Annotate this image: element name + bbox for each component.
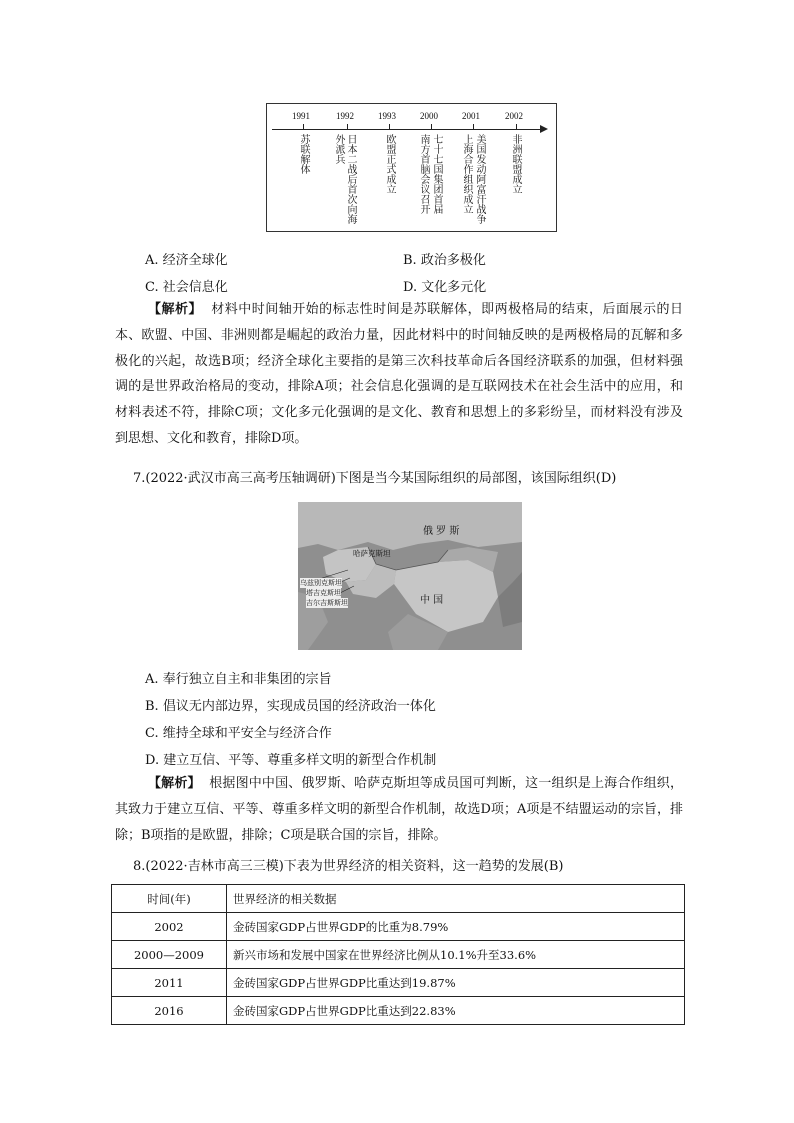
timeline-year: 1991 [292, 111, 310, 121]
map-label-china: 中 国 [420, 595, 444, 606]
economy-data-table [111, 884, 685, 1025]
map-label-tajikistan: 塔吉克斯坦 [306, 589, 341, 597]
q7-option-b: B. 倡议无内部边界，实现成员国的经济政治一体化 [145, 699, 436, 714]
table-row [112, 969, 685, 997]
map-label-russia: 俄 罗 斯 [423, 526, 460, 537]
timeline-year: 1993 [378, 111, 396, 121]
q7-option-d: D. 建立互信、平等、尊重多样文明的新型合作机制 [145, 753, 437, 768]
map-label-kazakhstan: 哈萨克斯坦 [353, 549, 391, 558]
sco-map [298, 502, 522, 650]
map-label-uzbekistan: 乌兹别克斯坦 [300, 579, 342, 587]
timeline-event: 上海合作组织成立 [461, 134, 472, 214]
timeline-tick [431, 124, 432, 129]
timeline-event: 非洲联盟成立 [510, 134, 521, 194]
q7-analysis [115, 771, 683, 848]
timeline-event: 美国发动阿富汗战争 [474, 134, 485, 224]
q7-option-a: A. 奉行独立自主和非集团的宗旨 [145, 672, 332, 687]
analysis-label: 【解析】 [148, 302, 202, 317]
timeline-event: 苏联解体 [298, 134, 309, 174]
timeline-axis [272, 129, 544, 130]
timeline-event: 外派兵 [333, 134, 344, 164]
table-header-row [112, 885, 685, 913]
timeline-tick [473, 124, 474, 129]
timeline-tick [516, 124, 517, 129]
timeline-arrowhead [540, 125, 548, 133]
q6-option-a: A. 经济全球化 [145, 253, 228, 268]
timeline-year: 1992 [336, 111, 354, 121]
timeline-figure [266, 103, 557, 232]
table-cell: 2000—2009 [112, 941, 227, 969]
table-cell: 2011 [112, 969, 227, 997]
q6-analysis-text: 材料中时间轴开始的标志性时间是苏联解体，即两极格局的结束，后面展示的日本、欧盟、中国、非洲则都是崛起的政治力量，因此材料中的时间轴反映的是两极格局的瓦解和多极化的兴起，故选B项；经济全球化主要指的是第三次科技革命后各国经济联系的加强，但材料强调的是世界政治格局的变动，排除A项；社会信息化强调的是互联网技术在社会生活中的应用，和材料表述不符，排除C项；文化多元化强调的是文化、教育和思想上的多彩纷呈，而材料没有涉及到思想、文化和教育，排除D项。 [115, 302, 683, 446]
timeline-year: 2001 [462, 111, 480, 121]
timeline-event: 欧盟正式成立 [384, 134, 395, 194]
table-cell: 2002 [112, 913, 227, 941]
table-row [112, 997, 685, 1025]
table-header: 世界经济的相关数据 [227, 885, 685, 913]
map-label-kyrgyzstan: 吉尔吉斯斯坦 [306, 599, 348, 607]
table-cell: 新兴市场和发展中国家在世界经济比例从10.1%升至33.6% [227, 941, 685, 969]
table-header: 时间(年) [112, 885, 227, 913]
table-cell: 金砖国家GDP占世界GDP的比重为8.79% [227, 913, 685, 941]
q7-stem: 7.(2022·武汉市高三高考压轴调研)下图是当今某国际组织的局部图，该国际组织(D) [133, 471, 617, 486]
q7-analysis-text: 根据图中中国、俄罗斯、哈萨克斯坦等成员国可判断，这一组织是上海合作组织，其致力于建立互信、平等、尊重多样文明的新型合作机制，故选D项；A项是不结盟运动的宗旨，排除；B项指的是欧盟，排除；C项是联合国的宗旨，排除。 [115, 776, 683, 843]
timeline-event: 南方首脑会议召开 [418, 134, 429, 214]
timeline-tick [347, 124, 348, 129]
timeline-event: 七十七国集团首届 [431, 134, 442, 214]
timeline-event: 日本二战后首次向海 [345, 134, 356, 224]
timeline-year: 2002 [505, 111, 523, 121]
table-cell: 2016 [112, 997, 227, 1025]
analysis-label: 【解析】 [148, 776, 201, 791]
q6-analysis [115, 297, 683, 452]
timeline-tick [389, 124, 390, 129]
table-cell: 金砖国家GDP占世界GDP比重达到19.87% [227, 969, 685, 997]
q6-option-d: D. 文化多元化 [403, 280, 487, 295]
table-row [112, 913, 685, 941]
timeline-tick [303, 124, 304, 129]
table-row [112, 941, 685, 969]
timeline-year: 2000 [420, 111, 438, 121]
table-cell: 金砖国家GDP占世界GDP比重达到22.83% [227, 997, 685, 1025]
q8-stem: 8.(2022·吉林市高三三模)下表为世界经济的相关资料，这一趋势的发展(B) [133, 859, 564, 874]
q6-option-c: C. 社会信息化 [145, 280, 228, 295]
q7-option-c: C. 维持全球和平安全与经济合作 [145, 726, 332, 741]
q6-option-b: B. 政治多极化 [403, 253, 486, 268]
